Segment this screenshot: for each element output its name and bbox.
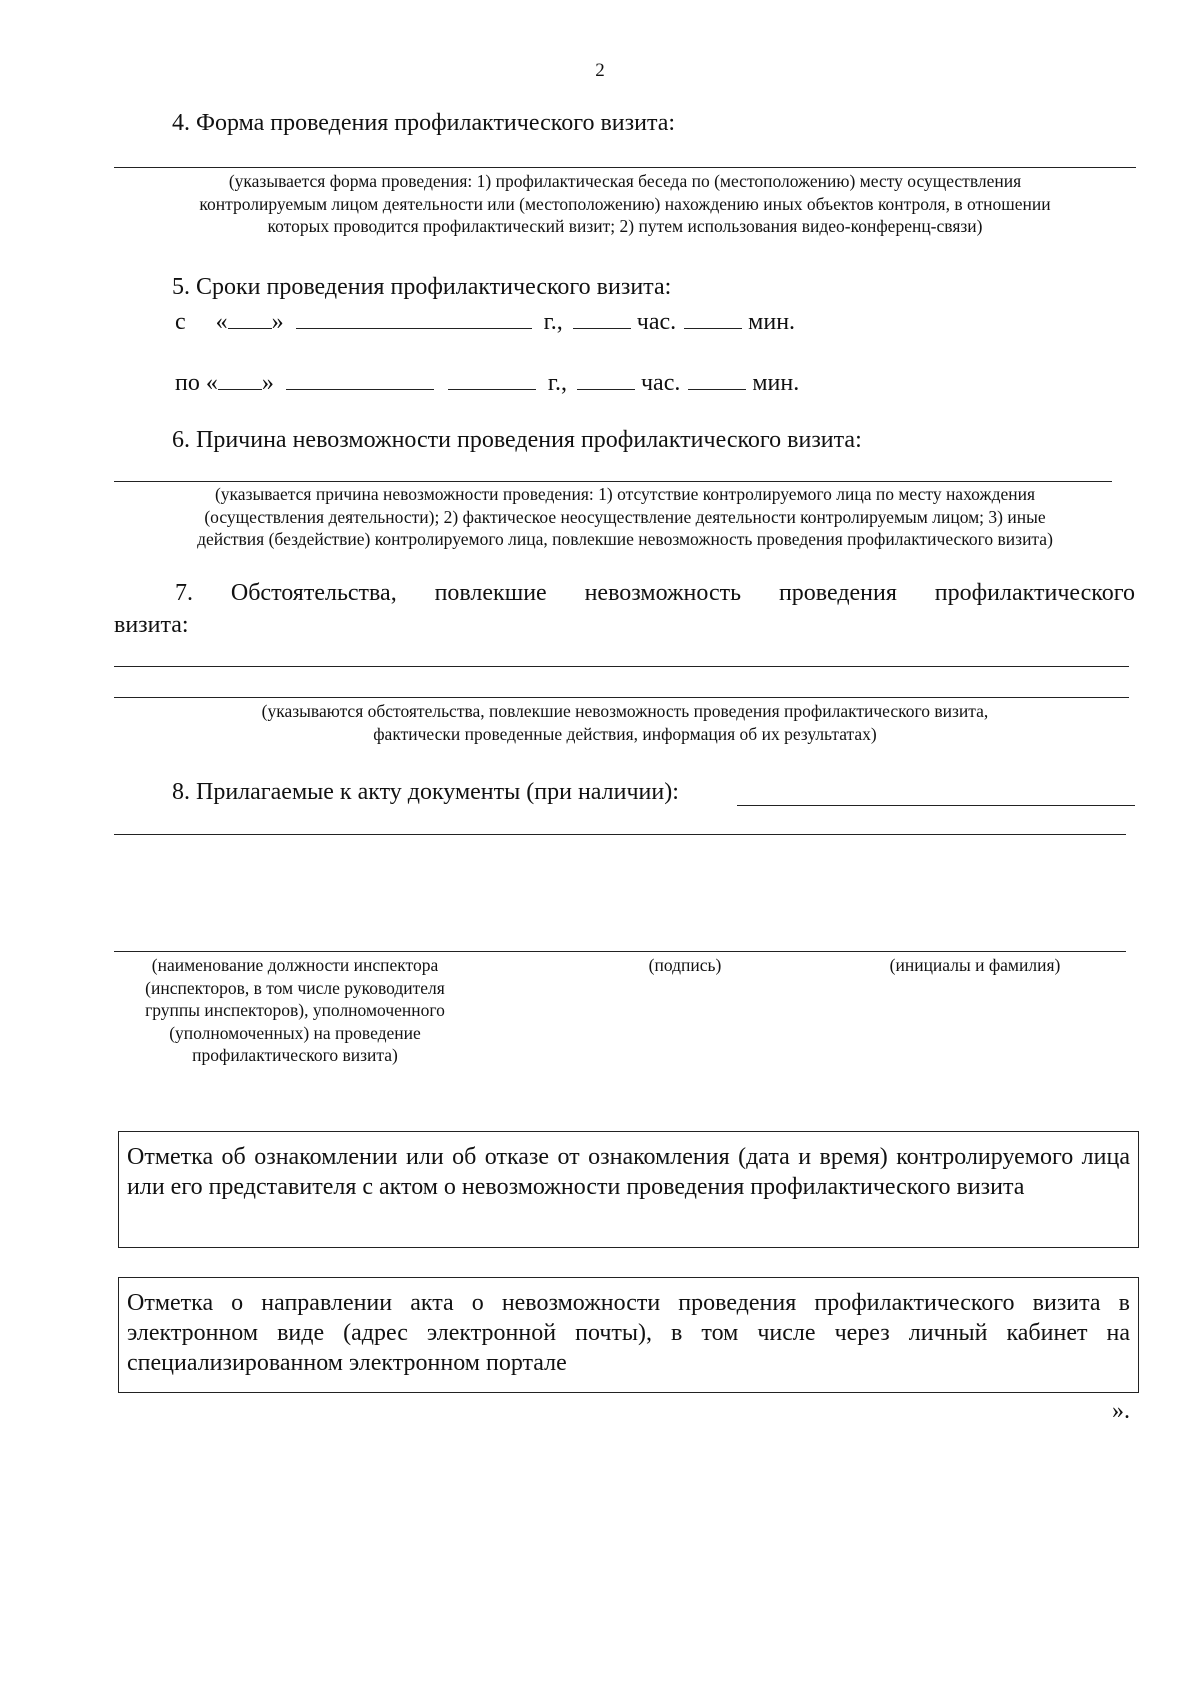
section-6-hint bbox=[100, 483, 1150, 551]
month-year-from-field[interactable] bbox=[296, 304, 532, 329]
closing-mark: ». bbox=[1112, 1398, 1130, 1424]
hint-line: (осуществления деятельности); 2) фактическое неосуществление деятельности контролируемым лицом; 3) иные bbox=[204, 506, 1046, 527]
date-to-row bbox=[175, 365, 799, 398]
to-label: по bbox=[175, 370, 200, 396]
signature-line[interactable] bbox=[114, 951, 1126, 952]
familiarization-mark-box[interactable]: Отметка об ознакомлении или об отказе от ознакомления (дата и время) контролируемого лица или его представителя с актом о невозможности проведения профилактического визита bbox=[118, 1131, 1139, 1248]
hint-line: (указываются обстоятельства, повлекшие невозможность проведения профилактического визита, bbox=[261, 701, 989, 721]
section-6-input-line[interactable] bbox=[114, 481, 1112, 482]
minute-from-field[interactable] bbox=[684, 304, 742, 329]
section-6-heading: 6. Причина невозможности проведения профилактического визита: bbox=[172, 427, 862, 453]
day-to-field[interactable] bbox=[218, 365, 262, 390]
minute-label: мин. bbox=[752, 370, 800, 396]
day-from-field[interactable] bbox=[228, 304, 272, 329]
section-4-hint bbox=[100, 170, 1150, 238]
year-suffix: г., bbox=[547, 370, 567, 396]
close-quote: » bbox=[271, 309, 284, 335]
year-suffix: г., bbox=[543, 309, 563, 335]
section-8-input-line-inline[interactable] bbox=[737, 805, 1135, 806]
month-to-field[interactable] bbox=[286, 365, 434, 390]
open-quote: « bbox=[215, 309, 228, 335]
minute-label: мин. bbox=[748, 309, 796, 335]
name-label: (инициалы и фамилия) bbox=[889, 955, 1061, 975]
signature-label: (подпись) bbox=[648, 955, 722, 975]
hour-label: час. bbox=[640, 370, 681, 396]
section-7-input-line-2[interactable] bbox=[114, 697, 1129, 698]
hour-from-field[interactable] bbox=[573, 304, 631, 329]
section-7-hint bbox=[100, 700, 1150, 745]
section-8-input-line[interactable] bbox=[114, 834, 1126, 835]
page-number: 2 bbox=[595, 60, 605, 81]
date-from-row bbox=[175, 304, 795, 337]
electronic-delivery-mark-box[interactable]: Отметка о направлении акта о невозможности проведения профилактического визита в электронном виде (адрес электронной почты), в том числе через личный кабинет на специализированном электронном портале bbox=[118, 1277, 1139, 1393]
section-8-heading: 8. Прилагаемые к акту документы (при наличии): bbox=[172, 779, 679, 805]
section-4-heading: 4. Форма проведения профилактического визита: bbox=[172, 110, 676, 136]
section-7-heading: 7. Обстоятельства, повлекшие невозможность проведения профилактического bbox=[175, 580, 1135, 606]
section-4-input-line[interactable] bbox=[114, 167, 1136, 168]
section-7-heading-continuation: визита: bbox=[114, 612, 189, 638]
hint-line: которых проводится профилактический визит; 2) путем использования видео-конференц-связи) bbox=[267, 216, 983, 236]
hour-to-field[interactable] bbox=[577, 365, 635, 390]
from-label: с bbox=[175, 309, 186, 335]
hint-line: (указывается форма проведения: 1) профилактическая беседа по (местоположению) месту осуществления bbox=[228, 171, 1022, 191]
position-label: (наименование должности инспектора (инспекторов, в том числе руководителя группы инспекторов), уполномоченного (уполномоченных) на проведение профилактического визита) bbox=[145, 955, 445, 1065]
hour-label: час. bbox=[636, 309, 677, 335]
hint-line: действия (бездействие) контролируемого лица, повлекшие невозможность проведения профилактического визита) bbox=[197, 529, 1053, 549]
hint-line: фактически проведенные действия, информация об их результатах) bbox=[373, 723, 877, 744]
section-7-input-line-1[interactable] bbox=[114, 666, 1129, 667]
open-quote: « bbox=[205, 370, 218, 396]
hint-line: (указывается причина невозможности проведения: 1) отсутствие контролируемого лица по месту нахождения bbox=[214, 484, 1036, 504]
section-5-heading: 5. Сроки проведения профилактического визита: bbox=[172, 274, 672, 300]
year-to-field[interactable] bbox=[448, 365, 536, 390]
minute-to-field[interactable] bbox=[688, 365, 746, 390]
close-quote: » bbox=[261, 370, 274, 396]
hint-line: контролируемым лицом деятельности или (местоположению) нахождению иных объектов контроля, в отношении bbox=[199, 193, 1051, 214]
